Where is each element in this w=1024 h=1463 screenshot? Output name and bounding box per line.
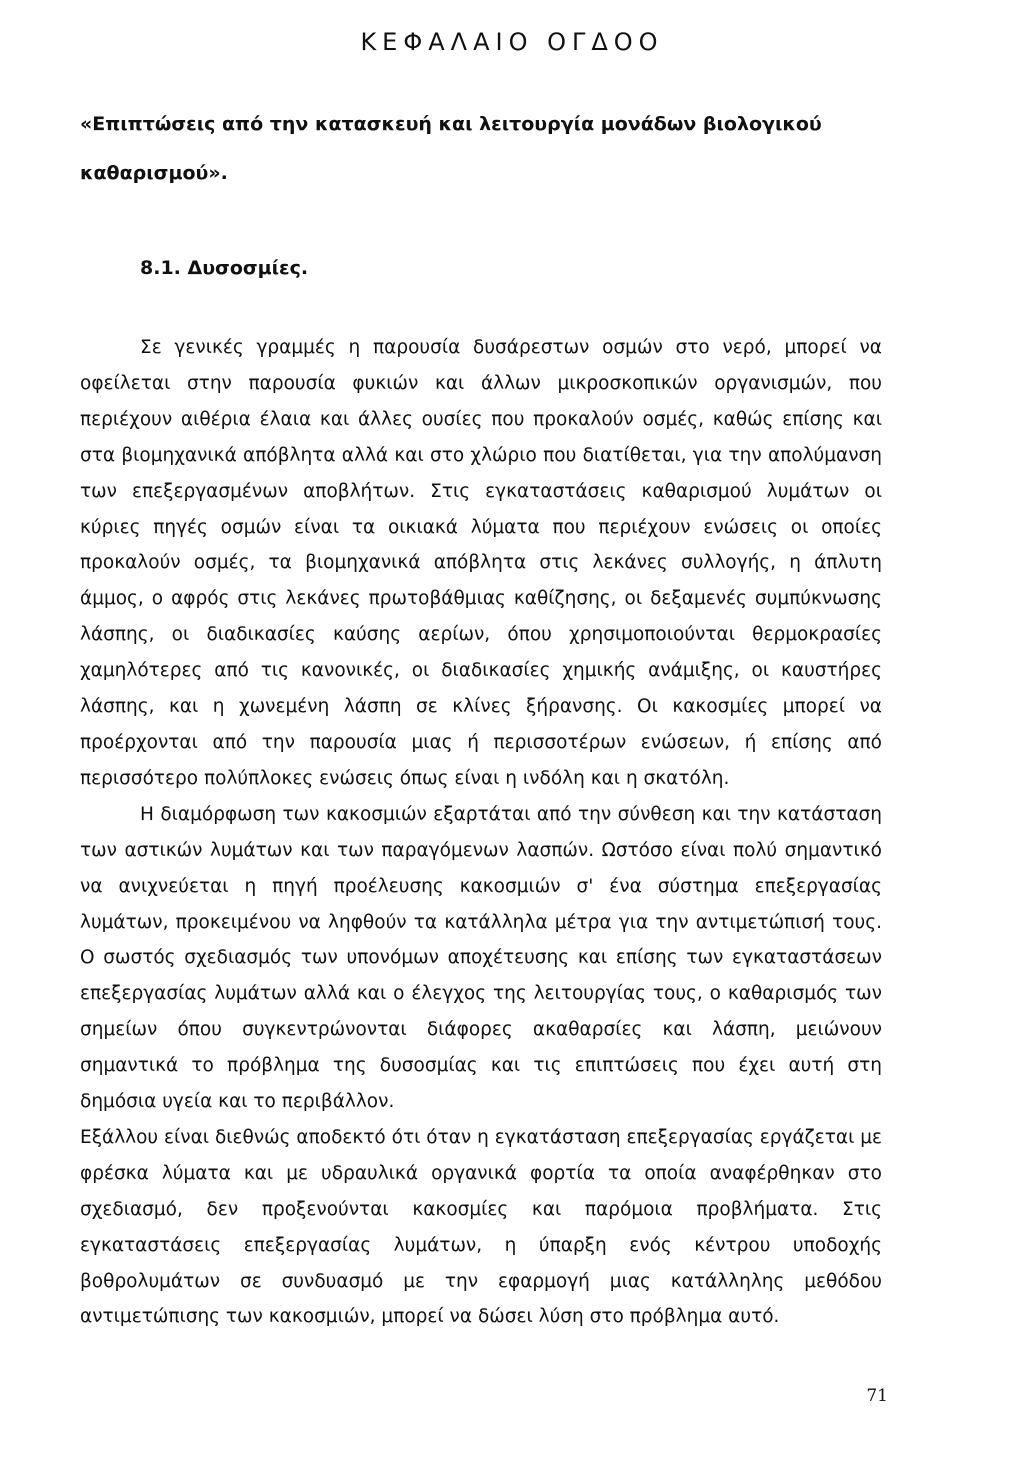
paragraph: Η διαμόρφωση των κακοσμιών εξαρτάται από την σύνθεση και την κατάσταση των αστικών λυμάτων και των παραγόμενων λασπών. Ωστόσο είναι πολύ σημαντικό να ανιχνεύεται η πηγή προέλευσης κακοσμιών σ' ένα σύστημα επεξεργασίας λυμάτων, προκειμένου να ληφθούν τα κατάλληλα μέτρα για την αντιμετώπισή τους. Ο σωστός σχεδιασμός των υπονόμων αποχέτευσης και επίσης των εγκαταστάσεων επεξεργασίας λυμάτων αλλά και ο έλεγχος της λειτουργίας τους, ο καθαρισμός των σημείων όπου συγκεντρώνονται διάφορες ακαθαρσίες και λάσπη, μειώνουν σημαντικά το πρόβλημα της δυσοσμίας και τις επιπτώσεις που έχει αυτή στη δημόσια υγεία και το περιβάλλον. [80, 803, 882, 1113]
page-number: 71 [866, 1386, 888, 1406]
chapter-subtitle: «Επιπτώσεις από την κατασκευή και λειτουργία μονάδων βιολογικού καθαρισμού». [80, 113, 822, 184]
chapter-title: ΚΕΦΑΛΑΙΟ ΟΓΔΟΟ [360, 28, 664, 56]
section-heading: 8.1. Δυσοσμίες. [140, 257, 309, 279]
paragraph: Εξάλλου είναι διεθνώς αποδεκτό ότι όταν η εγκατάσταση επεξεργασίας εργάζεται με φρέσκα λύματα και με υδραυλικά οργανικά φορτία τα οποία αναφέρθηκαν στο σχεδιασμό, δεν προξενούνται κακοσμίες και παρόμοια προβλήματα. Στις εγκαταστάσεις επεξεργασίας λυμάτων, η ύπαρξη ενός κέντρου υποδοχής βοθρολυμάτων σε συνδυασμό με την εφαρμογή μιας κατάλληλης μεθόδου αντιμετώπισης των κακοσμιών, μπορεί να δώσει λύση στο πρόβλημα αυτό. [80, 1126, 882, 1328]
body-text [80, 330, 882, 1335]
paragraph: Σε γενικές γραμμές η παρουσία δυσάρεστων οσμών στο νερό, μπορεί να οφείλεται στην παρουσία φυκιών και άλλων μικροσκοπικών οργανισμών, που περιέχουν αιθέρια έλαια και άλλες ουσίες που προκαλούν οσμές, καθώς επίσης και στα βιομηχανικά απόβλητα αλλά και στο χλώριο που διατίθεται, για την απολύμανση των επεξεργασμένων αποβλήτων. Στις εγκαταστάσεις καθαρισμού λυμάτων οι κύριες πηγές οσμών είναι τα οικιακά λύματα που περιέχουν ενώσεις οι οποίες προκαλούν οσμές, τα βιομηχανικά απόβλητα στις λεκάνες συλλογής, η άπλυτη άμμος, ο αφρός στις λεκάνες πρωτοβάθμιας καθίζησης, οι δεξαμενές συμπύκνωσης λάσπης, οι διαδικασίες καύσης αερίων, όπου χρησιμοποιούνται θερμοκρασίες χαμηλότερες από τις κανονικές, οι διαδικασίες χημικής ανάμιξης, οι καυστήρες λάσπης, και η χωνεμένη λάσπη σε κλίνες ξήρανσης. Οι κακοσμίες μπορεί να προέρχονται από την παρουσία μιας ή περισσοτέρων ενώσεων, ή επίσης από περισσότερο πολύπλοκες ενώσεις όπως είναι η ινδόλη και η σκατόλη. [80, 337, 882, 789]
